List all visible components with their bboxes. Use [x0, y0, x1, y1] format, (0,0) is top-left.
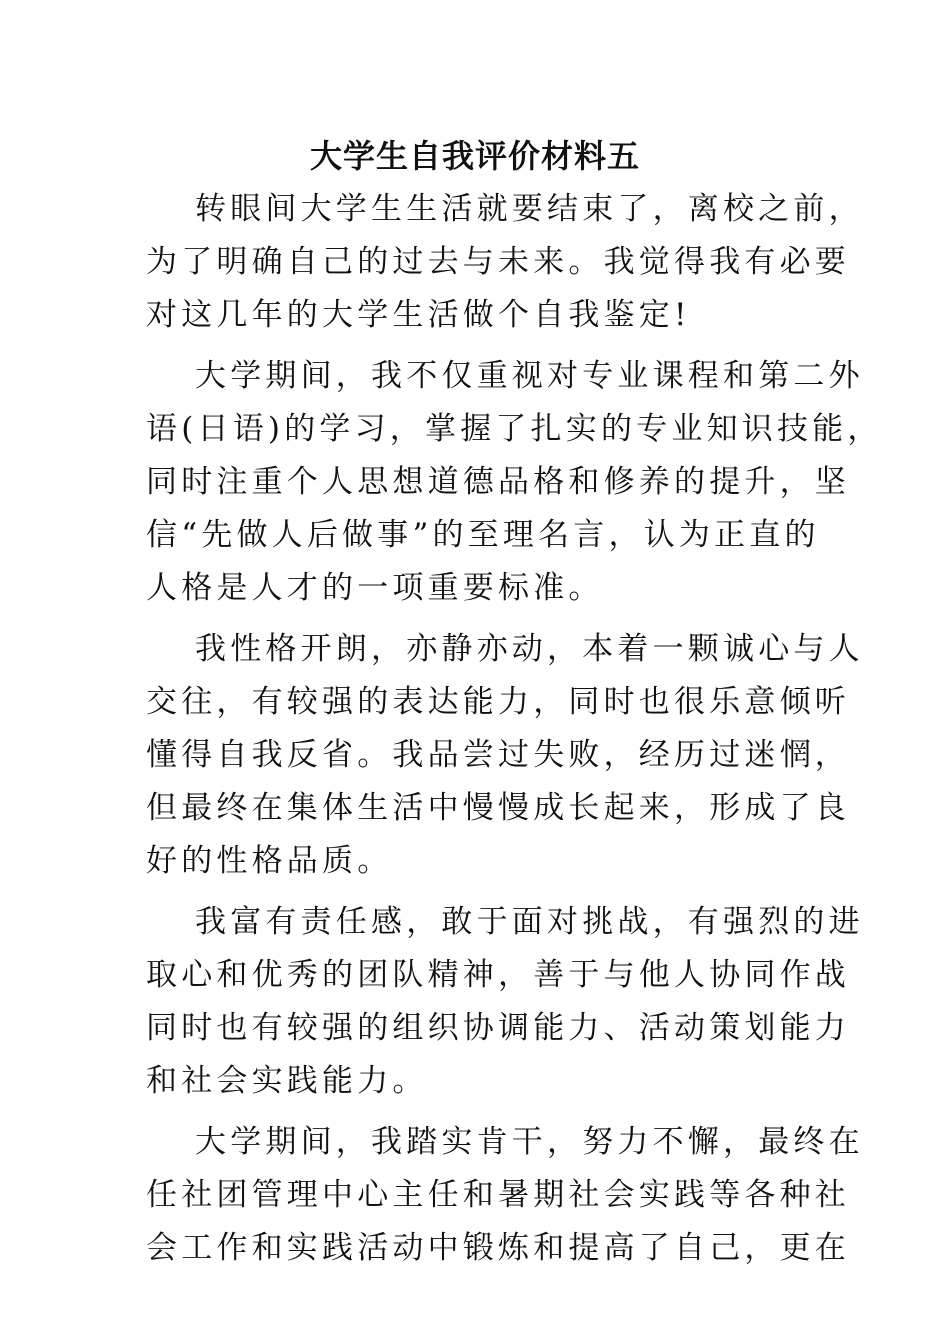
paragraph-2-line-2: 语(日语)的学习，掌握了扎实的专业知识技能，: [146, 411, 883, 447]
paragraph-gap: [146, 1108, 816, 1116]
paragraph-1-line-2: 为了明确自己的过去与未来。我觉得我有必要: [146, 244, 850, 280]
document-body: [146, 183, 883, 1275]
page-title: 大学生自我评价材料五: [309, 137, 640, 175]
paragraph-1-line-3: 对这几年的大学生活做个自我鉴定!: [146, 297, 691, 333]
paragraph-5-line-2: 任社团管理中心主任和暑期社会实践等各种社: [146, 1177, 850, 1213]
paragraph-gap: [146, 342, 816, 350]
paragraph-2-line-5: 人格是人才的一项重要标准。: [146, 570, 604, 606]
paragraph-gap: [146, 615, 816, 623]
paragraph-4-line-1: 我富有责任感，敢于面对挑战，有强烈的进: [195, 904, 864, 940]
paragraph-3-line-5: 好的性格品质。: [146, 843, 393, 879]
paragraph-4-line-4: 和社会实践能力。: [146, 1063, 428, 1099]
paragraph-2-line-3: 同时注重个人思想道德品格和修养的提升，坚: [146, 464, 850, 500]
paragraph-3-line-2: 交往，有较强的表达能力，同时也很乐意倾听: [146, 684, 850, 720]
paragraph-4-line-2: 取心和优秀的团队精神，善于与他人协同作战: [146, 957, 850, 993]
paragraph-3-line-3: 懂得自我反省。我品尝过失败，经历过迷惘，: [146, 737, 850, 773]
paragraph-4-line-3: 同时也有较强的组织协调能力、活动策划能力: [146, 1010, 850, 1046]
paragraph-3-line-1: 我性格开朗，亦静亦动，本着一颗诚心与人: [195, 631, 864, 667]
paragraph-gap: [146, 888, 816, 896]
paragraph-5-line-3: 会工作和实践活动中锻炼和提高了自己，更在: [146, 1230, 850, 1266]
paragraph-2-line-1: 大学期间，我不仅重视对专业课程和第二外: [195, 358, 864, 394]
paragraph-3-line-4: 但最终在集体生活中慢慢成长起来，形成了良: [146, 790, 850, 826]
paragraph-1-line-1: 转眼间大学生生活就要结束了，离校之前，: [195, 191, 864, 227]
paragraph-2-line-4: 信“先做人后做事”的至理名言，认为正直的: [146, 517, 820, 553]
paragraph-5-line-1: 大学期间，我踏实肯干，努力不懈，最终在: [195, 1124, 864, 1160]
